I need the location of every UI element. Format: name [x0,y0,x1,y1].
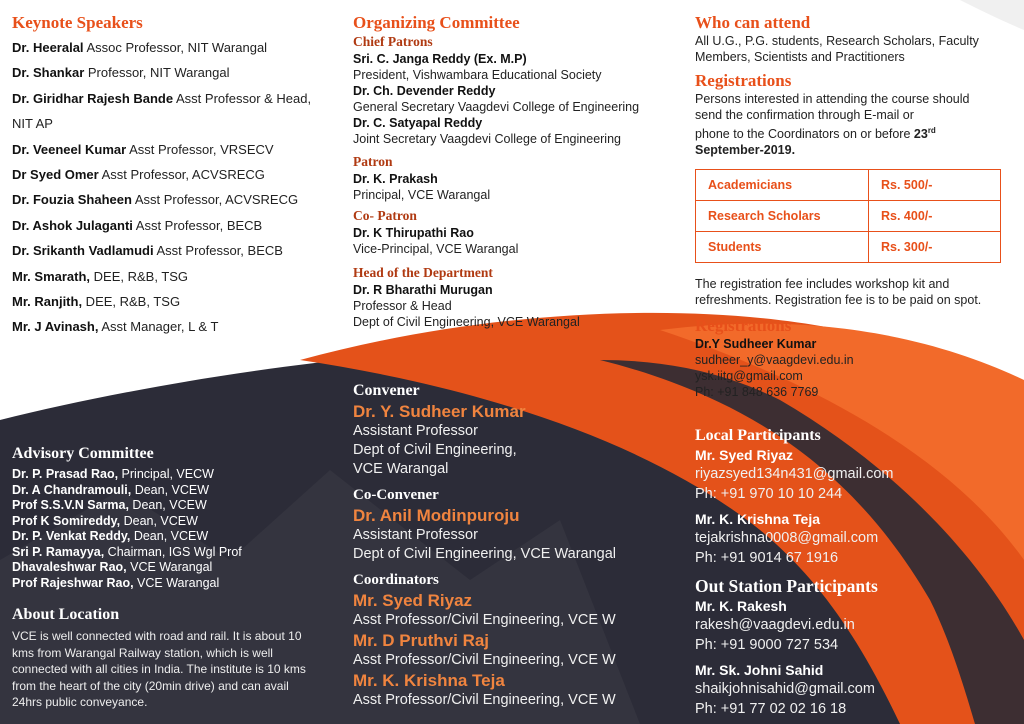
keynote-item [12,213,332,238]
advisory-item [12,467,332,483]
speaker-role: NIT AP [12,116,53,132]
participant-phone: Ph: +91 9000 727 534 [695,636,839,653]
chief-patron-role: General Secretary Vaagdevi College of Engineering [353,100,640,114]
location-heading: About Location [12,606,120,623]
participant-email[interactable]: tejakrishna0008@gmail.com [695,530,879,546]
fee-table [695,169,1001,263]
speaker-role: DEE, R&B, TSG [82,294,181,310]
advisory-role: Principal, VECW [118,467,214,481]
coconvener-line: Assistant Professor [353,527,478,543]
speaker-role: Asst Manager, L & T [98,319,219,335]
convener-details [353,422,673,479]
copatron-label: Co- Patron [353,208,417,223]
convener-heading: Convener [353,382,420,399]
fee-amount: Rs. 500/- [869,170,1001,201]
advisory-role: Dean, VCEW [130,529,209,543]
patron-role: Principal, VCE Warangal [353,188,491,202]
coordinator-role: Asst Professor/Civil Engineering, VCE W [353,652,616,668]
speaker-name: Dr. Fouzia Shaheen [12,192,132,208]
keynote-list [12,35,332,340]
chief-patron-name: Sri. C. Janga Reddy (Ex. M.P) [353,52,527,66]
speaker-name: Dr. Heeralal [12,40,84,55]
hod-name: Dr. R Bharathi Murugan [353,283,493,297]
outstation-heading: Out Station Participants [695,576,878,596]
advisory-name: Prof K Somireddy, [12,513,121,528]
keynote-item [12,162,332,187]
advisory-role: VCE Warangal [126,560,213,574]
coconvener-line: Dept of Civil Engineering, VCE Warangal [353,546,617,562]
keynote-item [12,60,332,85]
coordinators-heading: Coordinators [353,572,439,588]
advisory-name: Dr. P. Prasad Rao, [12,467,119,481]
convener-line: Assistant Professor [353,423,478,439]
speaker-role: Asst Professor & Head, [173,90,312,106]
fee-note-2: refreshments. Registration fee is to be paid on spot. [695,293,982,308]
speaker-name: Dr. Veeneel Kumar [12,141,127,157]
advisory-heading: Advisory Committee [12,445,154,462]
participant-name: Mr. Syed Riyaz [695,447,794,463]
keynote-item [12,35,332,60]
hod-label: Head of the Department [353,265,493,280]
advisory-section [12,444,332,711]
speaker-name: Dr Syed Omer [12,167,99,183]
advisory-item [12,560,332,576]
fee-amount: Rs. 300/- [869,232,1001,263]
attend-text-1: All U.G., P.G. students, Research Scholars, Faculty [695,34,979,48]
keynote-heading: Keynote Speakers [12,13,143,32]
registration-heading: Registrations [695,71,792,90]
fee-category: Students [696,232,869,263]
coordinator-role: Asst Professor/Civil Engineering, VCE W [353,612,616,628]
speaker-name: Dr. Srikanth Vadlamudi [12,243,154,259]
coordinator-name: Mr. K. Krishna Teja [353,671,505,690]
keynote-item [12,264,332,289]
keynote-item [12,187,332,212]
convener-section [353,381,673,710]
advisory-item [12,514,332,530]
participant-email[interactable]: rakesh@vaagdevi.edu.in [695,617,855,633]
advisory-item [12,498,332,514]
advisory-role: Dean, VCEW [128,498,207,512]
coordinator-name: Mr. D Pruthvi Raj [353,631,490,650]
advisory-role: Dean, VCEW [131,482,210,497]
keynote-item [12,137,332,162]
location-line: kms from Warangal Railway station, which is well [12,645,273,660]
registration-contact-phone: Ph: +91 848 636 7769 [695,385,819,400]
participants-section [695,426,1015,719]
advisory-item [12,576,332,592]
convener-line: VCE Warangal [353,461,449,477]
coordinator-role: Asst Professor/Civil Engineering, VCE W [353,692,616,708]
location-line: connected with all cities in India. The institute is 10 kms [12,662,306,676]
speaker-role: Asst Professor, VRSECV [126,141,274,157]
advisory-item [12,545,332,561]
fee-row [696,170,1001,201]
hod-dept: Dept of Civil Engineering, VCE Warangal [353,315,580,329]
advisory-name: Dhavaleshwar Rao, [12,560,127,574]
speaker-role: Asst Professor, BECB [153,243,283,259]
registration-contact-heading: Registrations [695,316,792,336]
copatron-role: Vice-Principal, VCE Warangal [353,242,519,256]
copatron-name: Dr. K Thirupathi Rao [353,226,474,240]
speaker-role: Assoc Professor, NIT Warangal [83,40,268,55]
advisory-role: Dean, VCEW [120,513,198,528]
patron-name: Dr. K. Prakash [353,172,438,186]
speaker-name: Mr. Smarath, [12,268,91,284]
advisory-name: Dr. A Chandramouli, [12,482,132,497]
advisory-name: Sri P. Ramayya, [12,544,105,559]
keynote-item [12,314,332,339]
speaker-role: Asst Professor, ACVSRECG [131,192,299,208]
fee-note-1: The registration fee includes workshop kit and [695,277,950,292]
location-line: VCE is well connected with road and rail. It is about 10 [12,629,302,643]
registration-line-3-text: phone to the Coordinators on or before [695,127,914,142]
speaker-name: Mr. J Avinash, [12,319,99,335]
speaker-name: Dr. Ashok Julaganti [12,217,133,233]
participant-phone: Ph: +91 77 02 02 16 18 [695,700,847,717]
participant-name: Mr. K. Rakesh [695,598,787,614]
speaker-role: Asst Professor, BECB [132,217,263,233]
attend-section [695,12,1015,400]
attend-heading: Who can attend [695,13,811,32]
keynote-item [12,289,332,314]
attend-text-2: Members, Scientists and Practitioners [695,50,905,64]
chief-patron-name: Dr. Ch. Devender Reddy [353,84,496,98]
registration-contact-name: Dr.Y Sudheer Kumar [695,337,817,352]
speaker-name: Mr. Ranjith, [12,294,83,310]
location-text [12,628,332,711]
coconvener-heading: Co-Convener [353,487,439,503]
location-line: from the heart of the city (20min drive) and can avail [12,678,289,693]
chief-patron-role: Joint Secretary Vaagdevi College of Engineering [353,132,621,146]
convener-name: Dr. Y. Sudheer Kumar [353,402,526,421]
fee-row [696,232,1001,263]
participant-phone: Ph: +91 9014 67 1916 [695,549,839,566]
participant-name: Mr. Sk. Johni Sahid [695,662,824,678]
participant-email[interactable]: riyazsyed134n431@gmail.com [695,466,894,482]
coconvener-details [353,526,673,564]
speaker-role: Asst Professor, ACVSRECG [98,167,265,183]
registration-line-3 [695,123,1015,142]
fee-category: Research Scholars [696,201,869,232]
registration-date-sup: rd [927,126,936,135]
advisory-role: VCE Warangal [133,575,220,590]
coordinator-name: Mr. Syed Riyaz [353,591,473,610]
chief-patron-name: Dr. C. Satyapal Reddy [353,116,483,130]
fee-row [696,201,1001,232]
keynote-item [12,86,332,111]
registration-date-month: September-2019. [695,143,796,158]
keynote-item [12,238,332,263]
chief-patrons-list [353,51,673,147]
registration-date-day: 23 [913,127,928,142]
coordinators-list [353,590,673,710]
participant-name: Mr. K. Krishna Teja [695,511,820,527]
coconvener-name: Dr. Anil Modinpuroju [353,506,520,525]
fee-amount: Rs. 400/- [869,201,1001,232]
chief-patrons-label: Chief Patrons [353,34,433,49]
fee-category: Academicians [696,170,869,201]
speaker-role: DEE, R&B, TSG [90,268,189,284]
organizing-section [353,12,673,330]
advisory-name: Prof S.S.V.N Sarma, [12,498,129,512]
advisory-item [12,529,332,545]
registration-contact-email-1[interactable]: sudheer_y@vaagdevi.edu.in [695,353,854,368]
advisory-list [12,467,332,591]
convener-line: Dept of Civil Engineering, [353,442,517,458]
hod-role: Professor & Head [353,299,452,313]
patron-label: Patron [353,154,393,169]
advisory-item [12,483,332,499]
advisory-role: Chairman, IGS Wgl Prof [104,544,242,559]
speaker-role: Professor, NIT Warangal [84,65,230,81]
local-heading: Local Participants [695,427,821,444]
participant-email[interactable]: shaikjohnisahid@gmail.com [695,681,875,697]
chief-patron-role: President, Vishwambara Educational Society [353,68,602,82]
keynote-item [12,111,332,136]
speaker-name: Dr. Giridhar Rajesh Bande [12,90,174,106]
advisory-name: Dr. P. Venkat Reddy, [12,529,131,543]
location-line: 24hrs public conveyance. [12,695,148,709]
registration-contact-email-2[interactable]: ysk.iitg@gmail.com [695,369,803,384]
registration-line-1: Persons interested in attending the course should [695,92,970,106]
local-participants-list [695,446,1015,568]
advisory-name: Prof Rajeshwar Rao, [12,575,134,590]
organizing-heading: Organizing Committee [353,13,520,32]
participant-phone: Ph: +91 970 10 10 244 [695,485,843,502]
keynote-section [12,12,332,340]
outstation-participants-list [695,597,1015,719]
speaker-name: Dr. Shankar [12,65,85,81]
registration-line-2: send the confirmation through E-mail or [695,108,914,122]
